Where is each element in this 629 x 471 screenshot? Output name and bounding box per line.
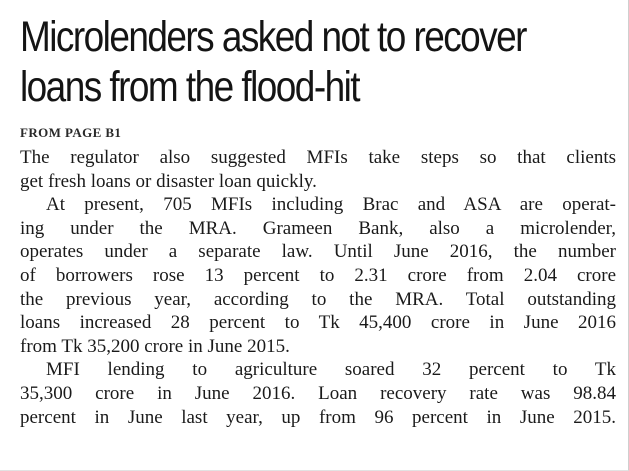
headline-line: Microlenders asked not to recover [20, 13, 526, 61]
text-line: of borrowers rose 13 percent to 2.31 crore from 2.04 crore [20, 264, 616, 286]
text-line: loans increased 28 percent to Tk 45,400 crore in June 2016 [20, 312, 616, 334]
paragraph [20, 193, 616, 358]
article-body [20, 146, 616, 429]
text-line: operates under a separate law. Until June 2016, the number [20, 241, 616, 263]
text-line: percent in June last year, up from 96 percent in June 2015. [20, 406, 616, 428]
text-line: from Tk 35,200 crore in June 2015. [20, 335, 290, 357]
jump-label: FROM PAGE B1 [20, 125, 122, 140]
text-line: MFI lending to agriculture soared 32 percent to Tk [46, 359, 616, 381]
text-line: The regulator also suggested MFIs take steps so that clients [20, 147, 616, 168]
text-line: ing under the MRA. Grameen Bank, also a microlender, [20, 217, 616, 239]
paragraph [20, 358, 616, 429]
text-line: get fresh loans or disaster loan quickly. [20, 170, 317, 192]
text-line: 35,300 crore in June 2016. Loan recovery rate was 98.84 [20, 382, 616, 404]
text-line: the previous year, according to the MRA. Total outstanding [20, 288, 616, 310]
headline [20, 12, 532, 112]
headline-line: loans from the flood-hit [20, 63, 360, 111]
text-line: At present, 705 MFIs including Brac and ASA are operat- [46, 194, 616, 216]
paragraph [20, 146, 616, 193]
